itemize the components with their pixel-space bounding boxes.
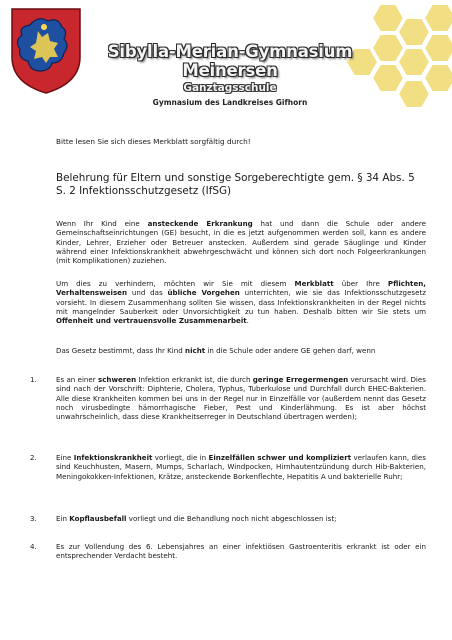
list-number: 4. xyxy=(30,542,37,551)
school-tagline: Gymnasium des Landkreises Gifhorn xyxy=(152,98,308,107)
school-name: Sibylla-Merian-Gymnasium Meinersen xyxy=(107,42,353,80)
district-coat-of-arms-icon xyxy=(8,5,84,95)
school-header xyxy=(90,6,370,107)
list-text: Es zur Vollendung des 6. Lebensjahres an einer infektiösen Gastroenteritis erkrankt ist oder ein entsprechender Verdacht besteht. xyxy=(56,542,426,561)
school-subtitle: Ganztagsschule xyxy=(183,82,277,94)
document-heading: Belehrung für Eltern und sonstige Sorgeberechtigte gem. § 34 Abs. 5 S. 2 Infektionsschutzgesetz (IfSG) xyxy=(56,172,415,197)
read-carefully-notice: Bitte lesen Sie sich dieses Merkblatt sorgfältig durch! xyxy=(56,137,251,146)
list-number: 3. xyxy=(30,514,37,523)
list-text: Eine Infektionskrankheit vorliegt, die in Einzelfällen schwer und kompliziert verlaufen kann, dies sind Keuchhusten, Masern, Mumps, Scharlach, Windpocken, Hirnhautentzündung durch Hib-Bakterien, Meningokokken-Infektionen, Krätze, ansteckende Borkenflechte, Hepatitis A und bakterielle Ruhr; xyxy=(56,453,426,481)
list-text: Ein Kopflausbefall vorliegt und die Behandlung noch nicht abgeschlossen ist; xyxy=(56,514,337,523)
law-paragraph: Das Gesetz bestimmt, dass Ihr Kind nicht in die Schule oder andere GE gehen darf, wenn xyxy=(56,346,376,355)
intro-paragraph: Wenn Ihr Kind eine ansteckende Erkrankung hat und dann die Schule oder andere Gemeinschaftseinrichtungen (GE) besucht, in die es jetzt aufgenommen werden soll, kann es andere Kinder, Lehrer, Erzieher oder Betreuer anstecken. Außerdem sind gerade Säuglinge und Kinder während einer Infektionskrankheit abwehrgeschwächt und können sich dort noch Folgeerkrankungen (mit Komplikationen) zuziehen. xyxy=(56,219,427,266)
list-number: 2. xyxy=(30,453,37,462)
list-text: Es an einer schweren Infektion erkrankt ist, die durch geringe Erregermengen verursacht wird. Dies sind nach der Vorschrift: Diphterie, Cholera, Typhus, Tuberkulose und Durchfall durch EHEC-Bakterien. Alle diese Krankheiten kommen bei uns in der Regel nur in Einzelfälle vor (außerdem nennt das Gesetz noch virusbedingte hämorrhagische Fieber, Pest und Kinderlähmung. Es ist aber höchst unwahrscheinlich, dass diese Krankheitserreger in Deutschland übertragen werden); xyxy=(56,375,426,422)
list-number: 1. xyxy=(30,375,37,384)
purpose-paragraph: Um dies zu verhindern, möchten wir Sie mit diesem Merkblatt über Ihre Pflichten, Verhaltensweisen und das übliche Vorgehen unterrichten, wie sie das Infektionsschutzgesetz vorsieht. In diesem Zusammenhang sollten Sie wissen, dass Infektionskrankheiten in der Regel nichts mit mangelnder Sauberkeit oder Unvorsichtigkeit zu tun haben. Deshalb bitten wir Sie stets um Offenheit und vertrauensvolle Zusammenarbeit. xyxy=(56,279,426,326)
